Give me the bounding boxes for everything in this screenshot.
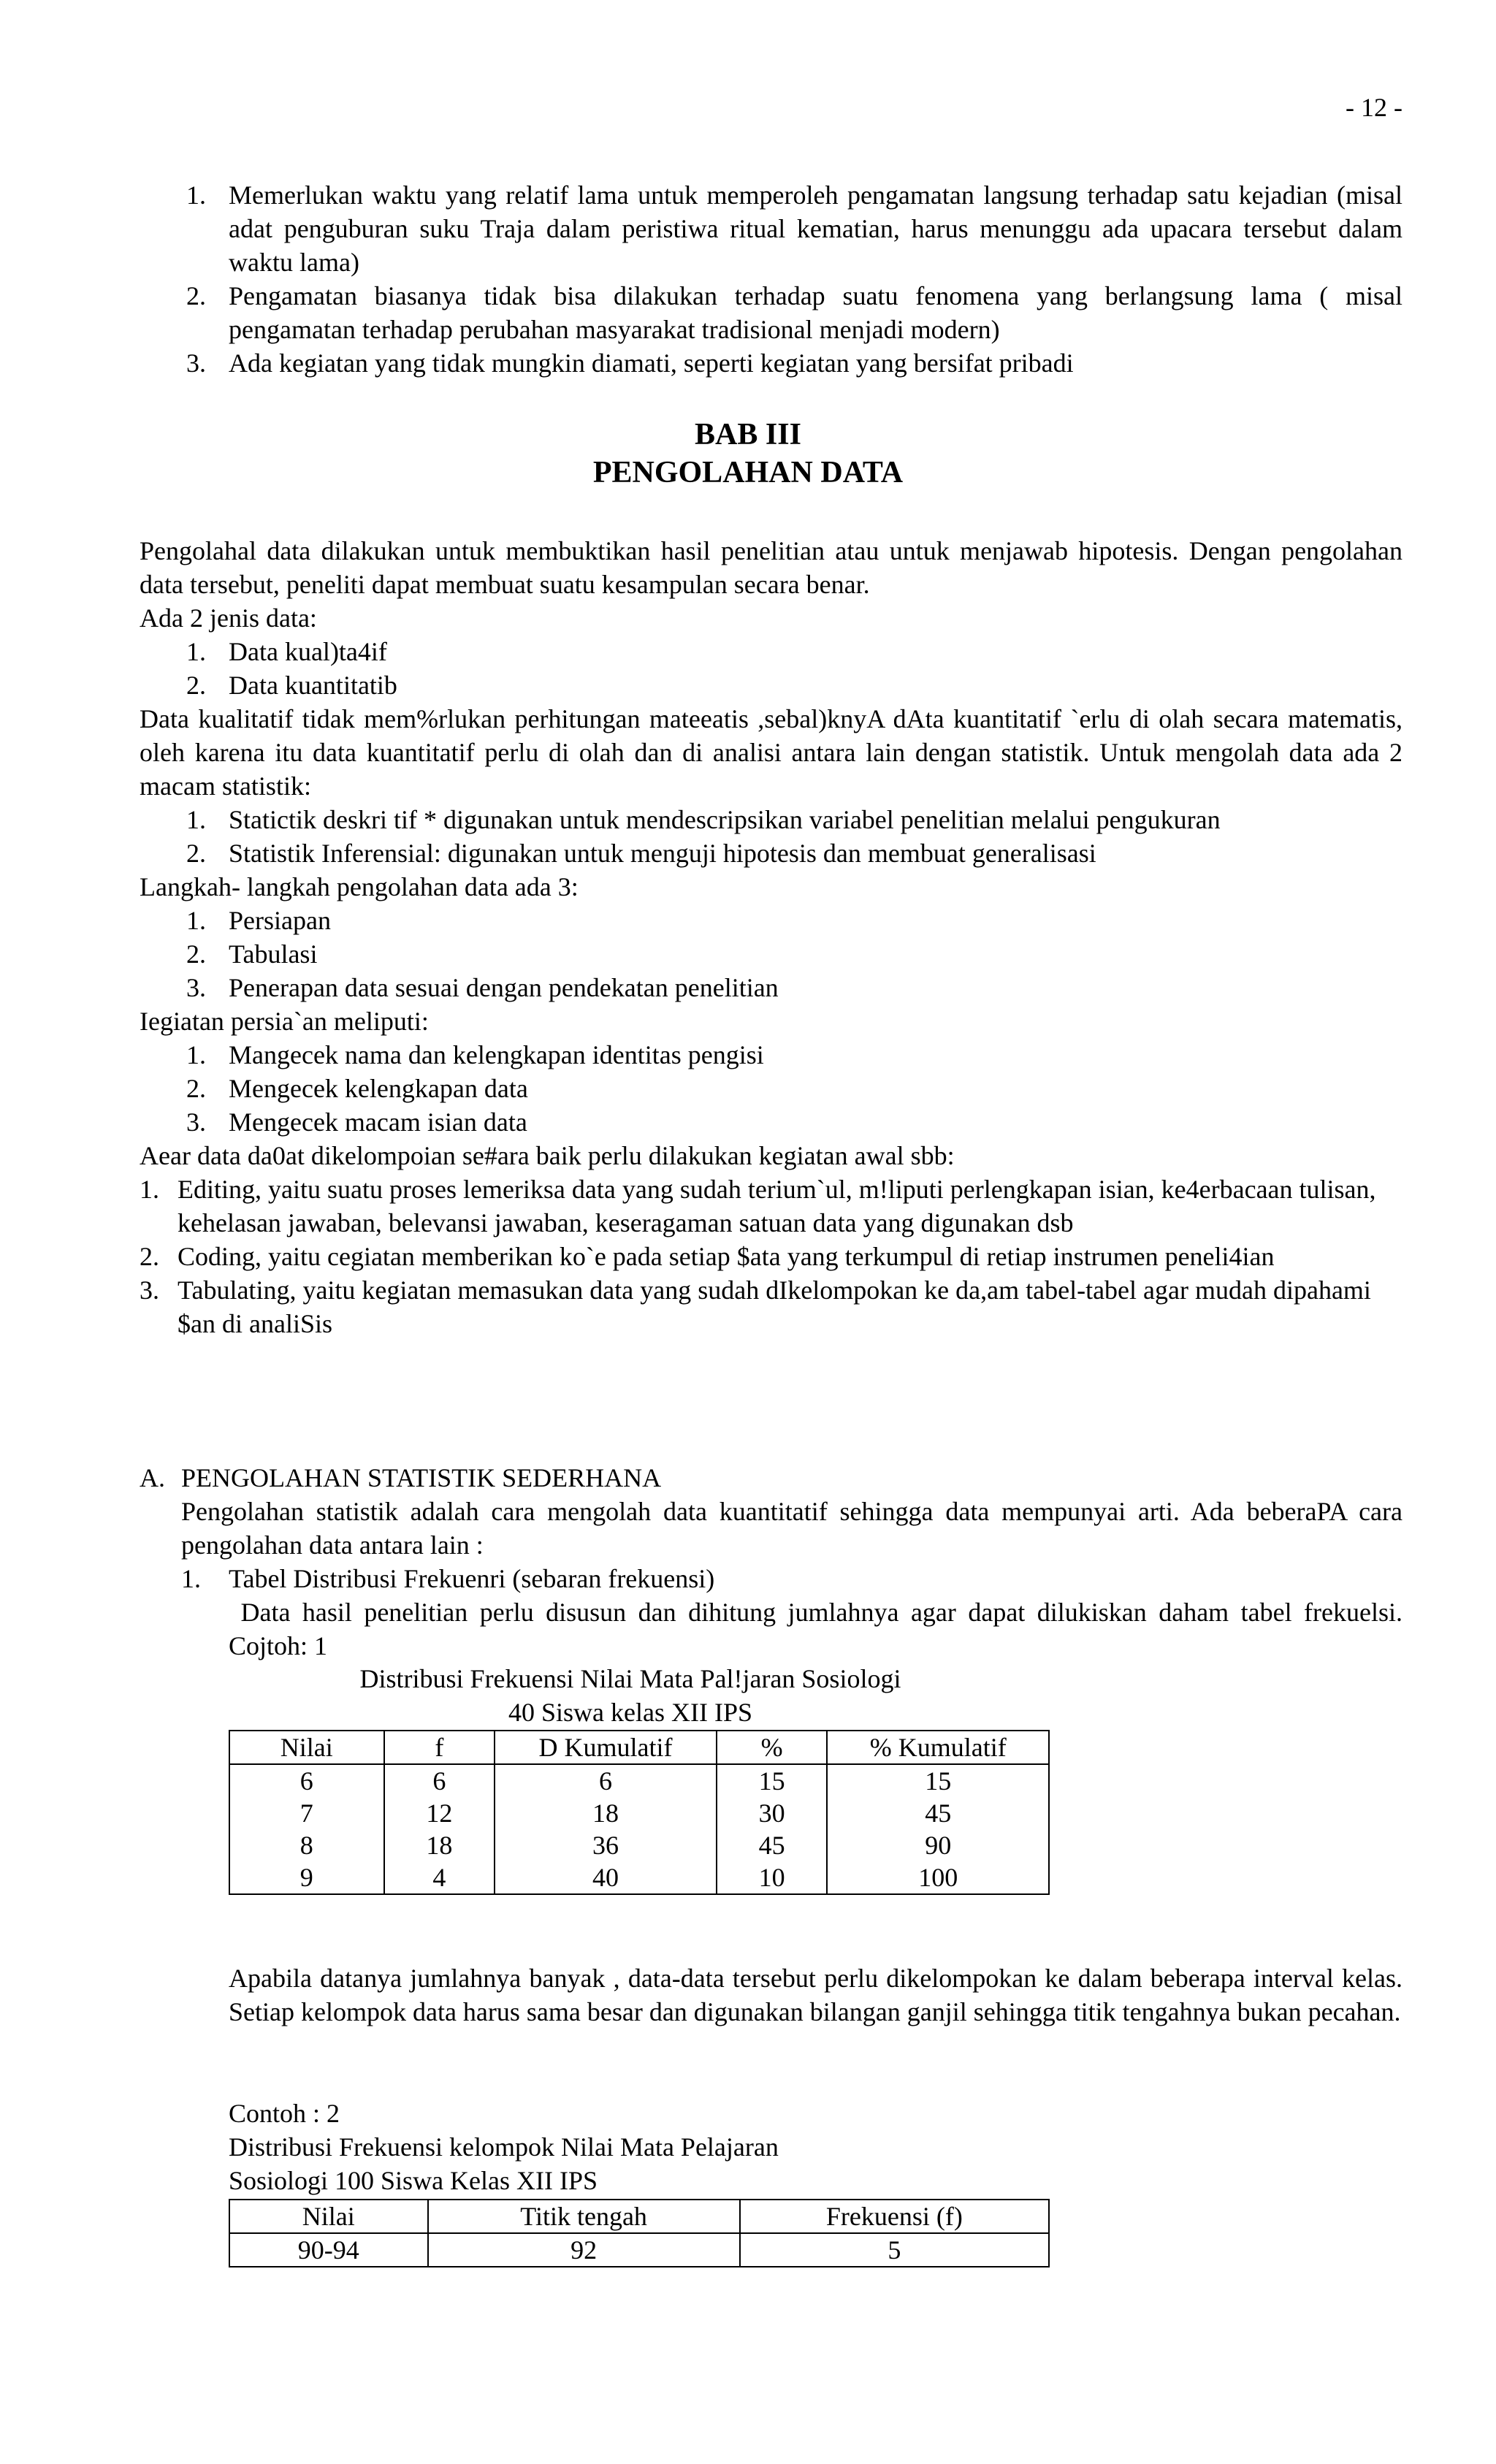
jenis-list	[186, 635, 1402, 702]
persiapan-list	[186, 1038, 1402, 1139]
table-cell: 8	[229, 1829, 384, 1861]
table1-caption: Distribusi Frekuensi Nilai Mata Pal!jaran Sosiologi	[359, 1664, 901, 1693]
table-cell: 4	[384, 1861, 495, 1894]
chapter-title: PENGOLAHAN DATA	[592, 456, 904, 489]
table-header-cell: Nilai	[229, 1731, 384, 1764]
table-cell: 92	[428, 2233, 740, 2267]
table-cell: 15	[827, 1764, 1049, 1797]
statistik-list	[186, 803, 1402, 870]
list-item: 1. Editing, yaitu suatu proses lemeriksa data yang sudah terium`ul, m!liputi perlengkapan isian, ke4erbacaan tulisan, kehelasan jawaban, belevansi jawaban, keseragaman satuan data yang digunakan dsb	[140, 1175, 1376, 1237]
table-cell: 6	[384, 1764, 495, 1797]
langkah-list	[186, 904, 1402, 1004]
table-cell: 7	[229, 1797, 384, 1829]
table-cell: 6	[495, 1764, 717, 1797]
table-cell: 45	[717, 1829, 828, 1861]
grouped-frequency-table	[229, 2199, 1050, 2267]
table-cell: 90	[827, 1829, 1049, 1861]
table-cell: 100	[827, 1861, 1049, 1894]
section-a	[140, 1461, 1409, 1663]
kualitatif-paragraph: Data kualitatif tidak mem%rlukan perhitungan mateeatis ,sebal)knyA dAta kuantitatif `erlu di olah secara matematis, oleh karena itu data kuantitatif perlu di olah dan di analisi antara lain dengan statistik. Untuk mengolah data ada 2 macam statistik:	[140, 704, 1402, 801]
table-cell: 45	[827, 1797, 1049, 1829]
table-cell: 9	[229, 1861, 384, 1894]
persiapan-heading: Iegiatan persia`an meliputi:	[140, 1007, 429, 1036]
table-cell: 5	[740, 2233, 1049, 2267]
section-a-heading: A. PENGOLAHAN STATISTIK SEDERHANA	[140, 1463, 662, 1492]
awal-list	[140, 1172, 1402, 1340]
list-item: 1. Memerlukan waktu yang relatif lama untuk memperoleh pengamatan langsung terhadap satu kejadian (misal adat penguburan suku Traja dalam peristiwa ritual kematian, harus menunggu ada upacara tersebut dalam waktu lama)	[186, 180, 1402, 277]
table-cell: 10	[717, 1861, 828, 1894]
table-cell: 15	[717, 1764, 828, 1797]
table-header-cell: %	[717, 1731, 828, 1764]
table-cell: 90-94	[229, 2233, 428, 2267]
table-header-cell: f	[384, 1731, 495, 1764]
awal-heading: Aear data da0at dikelompoian se#ara baik perlu dilakukan kegiatan awal sbb:	[140, 1141, 955, 1170]
list-item: 2. Mengecek kelengkapan data	[186, 1074, 528, 1103]
table2-caption: Distribusi Frekuensi kelompok Nilai Mata Pelajaran	[229, 2132, 779, 2162]
page-number: - 12 -	[1346, 93, 1402, 122]
section-a-paragraph: Pengolahan statistik adalah cara mengolah data kuantitatif sehingga data mempunyai arti. Ada beberaPA cara pengolahan data antara lain :	[181, 1497, 1402, 1560]
contoh2-block	[229, 2097, 1402, 2197]
table-header-row	[229, 1731, 1049, 1764]
table-header-cell: D Kumulatif	[495, 1731, 717, 1764]
list-item: 3. Tabulating, yaitu kegiatan memasukan data yang sudah dIkelompokan ke da,am tabel-tabel agar mudah dipahami $an di analiSis	[140, 1275, 1371, 1338]
table-cell: 30	[717, 1797, 828, 1829]
list-item: 3. Mengecek macam isian data	[186, 1107, 527, 1137]
list-item: 2. Pengamatan biasanya tidak bisa dilakukan terhadap suatu fenomena yang berlangsung lama ( misal pengamatan terhadap perubahan masyarakat tradisional menjadi modern)	[186, 281, 1402, 344]
table-header-cell: Titik tengah	[428, 2200, 740, 2233]
table1-subcaption: 40 Siswa kelas XII IPS	[508, 1698, 752, 1727]
table-header-cell: % Kumulatif	[827, 1731, 1049, 1764]
table-cell: 6	[229, 1764, 384, 1797]
chapter-number: BAB III	[695, 418, 801, 451]
table-cell: 18	[495, 1797, 717, 1829]
list-item: 2. Statistik Inferensial: digunakan untuk menguji hipotesis dan membuat generalisasi	[186, 839, 1096, 868]
list-item: 2. Tabulasi	[186, 939, 318, 969]
list-item: 2. Coding, yaitu cegiatan memberikan ko`e pada setiap $ata yang terkumpul di retiap instrumen peneli4ian	[140, 1242, 1275, 1271]
table-row	[229, 1861, 1049, 1894]
list-item: 1. Persiapan	[186, 906, 331, 935]
list-item: 1. Mangecek nama dan kelengkapan identitas pengisi	[186, 1040, 764, 1069]
contoh2-label: Contoh : 2	[229, 2099, 340, 2128]
sub1-paragraph: Data hasil penelitian perlu disusun dan dihitung jumlahnya agar dapat dilukiskan daham tabel frekuelsi. Cojtoh: 1	[229, 1598, 1409, 1660]
jenis-heading: Ada 2 jenis data:	[140, 603, 317, 633]
table-cell: 12	[384, 1797, 495, 1829]
list-item: 1. Statictik deskri tif * digunakan untuk mendescripsikan variabel penelitian melalui pengukuran	[186, 805, 1221, 834]
table-row	[229, 1764, 1049, 1797]
table-header-cell: Nilai	[229, 2200, 428, 2233]
frequency-table	[229, 1730, 1050, 1895]
top-list	[186, 178, 1402, 380]
intro-paragraph: Pengolahal data dilakukan untuk membuktikan hasil penelitian atau untuk menjawab hipotesis. Dengan pengolahan data tersebut, peneliti dapat membuat suatu kesampulan secara benar.	[140, 536, 1402, 599]
langkah-heading: Langkah- langkah pengolahan data ada 3:	[140, 872, 579, 901]
table-cell: 40	[495, 1861, 717, 1894]
table-header-row	[229, 2200, 1049, 2233]
list-item: 2. Data kuantitatib	[186, 671, 397, 700]
table2-subcaption: Sosiologi 100 Siswa Kelas XII IPS	[229, 2166, 598, 2195]
table-cell: 36	[495, 1829, 717, 1861]
list-item: 3. Penerapan data sesuai dengan pendekatan penelitian	[186, 973, 779, 1002]
table-row	[229, 1797, 1049, 1829]
list-item: 3. Ada kegiatan yang tidak mungkin diamati, seperti kegiatan yang bersifat pribadi	[186, 348, 1074, 378]
table-row	[229, 2233, 1049, 2267]
table-row	[229, 1829, 1049, 1861]
table-cell: 18	[384, 1829, 495, 1861]
sub1-heading: 1. Tabel Distribusi Frekuenri (sebaran frekuensi)	[181, 1564, 715, 1593]
list-item: 1. Data kual)ta4if	[186, 637, 387, 666]
body-main	[140, 534, 1402, 1340]
interval-paragraph: Apabila datanya jumlahnya banyak , data-data tersebut perlu dikelompokan ke dalam beberapa interval kelas. Setiap kelompok data harus sama besar dan digunakan bilangan ganjil sehingga titik tengahnya bukan pecahan.	[229, 1964, 1402, 2026]
table-header-cell: Frekuensi (f)	[740, 2200, 1049, 2233]
